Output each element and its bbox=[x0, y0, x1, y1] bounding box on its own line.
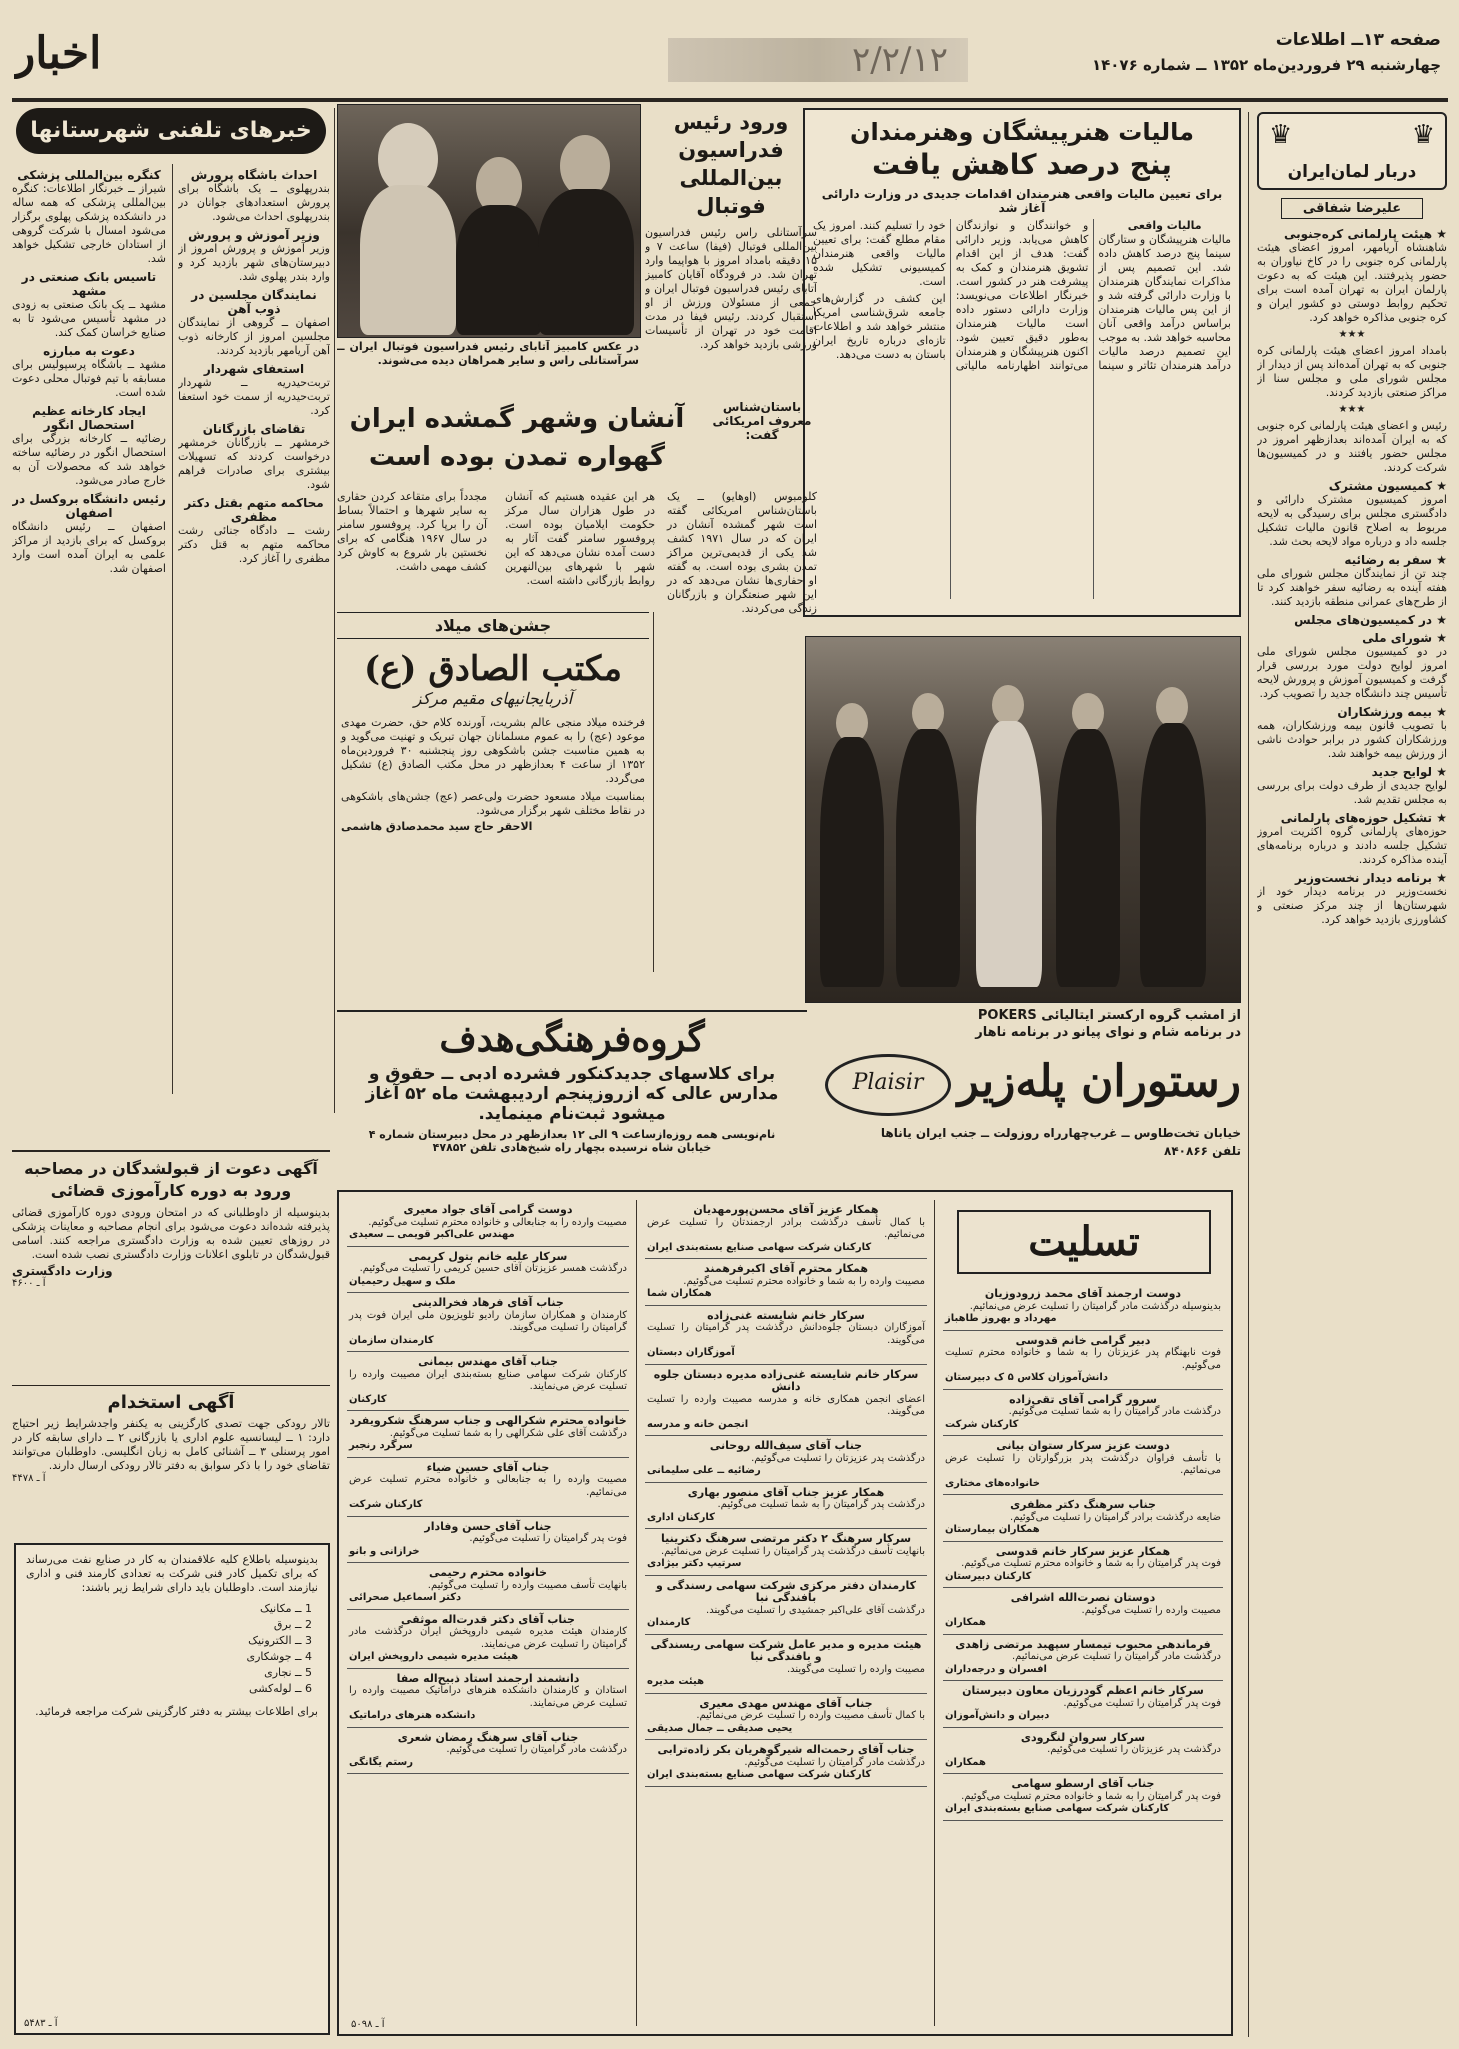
condolence-from: کارکنان دبیرستان bbox=[945, 1570, 1032, 1582]
condolence-to: دوست ارجمند آقای محمد زرودوزیان bbox=[984, 1287, 1182, 1300]
condolence-to: هیئت مدیره و مدیر عامل شرکت سهامی ریسندگی و بافندگی نبا bbox=[650, 1637, 922, 1663]
condolence-from: رستم یگانگی bbox=[349, 1756, 414, 1768]
province-item-body: اصفهان ــ رئیس دانشگاه بروکسل که برای بازدید از مراکز علمی به ایران آمده است وارد اصفهان شد. bbox=[12, 520, 166, 575]
province-item-title: وزیر آموزش و پرورش bbox=[188, 228, 320, 242]
condolence-notice bbox=[347, 1411, 629, 1458]
archaeology-byline: باستان‌شناس معروف امریکائی گفت: bbox=[712, 400, 812, 442]
celebration-body: فرخنده میلاد منجی عالم بشریت، آورنده کلام حق، حضرت مهدی موعود (عج) را به عموم مسلمانان جهان تبریک و تهنیت می‌گوید و به همین مناسبت جشن باشکوهی روز پنجشنبه ۳۰ فروردین‌ماه ۱۳۵۲ از ساعت ۴ بعدازظهر در محل مکتب الصادق (ع) تشکیل می‌گردد. bbox=[341, 716, 645, 785]
person-figure bbox=[538, 189, 634, 335]
condolence-body: آموزگاران دبستان جلوه‌دانش درگذشت پدر گرامیتان را تسلیت می‌گویند. bbox=[647, 1322, 925, 1346]
condolence-from: کارمندان bbox=[647, 1617, 691, 1628]
judicial-title: آگهی دعوت از قبولشدگان در مصاحبه ورود به دوره کارآموزی قضائی bbox=[24, 1159, 318, 1200]
stamp-text: ۲/۲/۱۲ bbox=[852, 40, 948, 80]
condolence-notice bbox=[645, 1483, 927, 1530]
condolence-to: دبیر گرامی خانم قدوسی bbox=[1015, 1333, 1151, 1347]
condolence-body: درگذشت آقای علی‌اکبر جمشیدی را تسلیت می‌گویند. bbox=[706, 1604, 925, 1616]
condolence-notice bbox=[347, 1669, 629, 1728]
person-face bbox=[1156, 687, 1188, 727]
condolence-from: کارکنان شرکت سهامی صنایع بسته‌بندی ایران bbox=[647, 1769, 872, 1780]
condolence-from: همکاران شما bbox=[647, 1288, 712, 1299]
condolence-from: دبیران و دانش‌آموزان bbox=[945, 1710, 1050, 1721]
section-rule bbox=[12, 1150, 330, 1152]
celebration-ad bbox=[337, 612, 649, 972]
province-item-title: تاسیس بانک صنعتی در مشهد bbox=[21, 270, 157, 298]
hadaf-line-1: برای کلاسهای جدیدکنکور فشرده ادبی ــ حقوق و bbox=[368, 1064, 776, 1084]
condolence-from: کارکنان شرکت سهامی صنایع بسته‌بندی ایران bbox=[945, 1803, 1170, 1814]
employment-title: آگهی استخدام bbox=[107, 1392, 235, 1413]
condolence-to: خانواده محترم رحیمی bbox=[428, 1566, 548, 1579]
football-body: سرآستانلی راس رئیس فدراسیون بین‌المللی فوتبال (فیفا) ساعت ۷ و ۱۵ دقیقه بامداد امروز با هواپیما وارد تهران شد. در فرودگاه آقایان کامبیز آتابای رئیس فدراسیون فوتبال ایران و جمعی از مسئولان ورزش از او استقبال کردند. رئیس فیفا در مدت اقامت خود در تهران از تأسیسات ورزشی بازدید خواهد کرد. bbox=[645, 226, 817, 351]
restaurant-ad bbox=[807, 1008, 1241, 1178]
employment-body: تالار رودکی جهت تصدی کارگزینی به یکنفر واجدشرایط زیر احتیاج دارد: ۱ ــ لیسانسیه علوم اداری یا بازرگانی ۲ ــ دارای سابقه کار در امور پرسنلی ۳ ــ آشنائی کامل به زبان انگلیسی. داوطلبان می‌توانند تقاضای خود را با ذکر سوابق به دفتر تالار رودکی ارسال دارند. bbox=[12, 1417, 330, 1472]
condolence-to: جناب آقای سیف‌الله روحانی bbox=[709, 1439, 863, 1452]
condolence-body: درگذشت مادر گرامیتان را تسلیت می‌گوئیم. bbox=[744, 1756, 925, 1768]
item-body: شاهنشاه آریامهر، امروز اعضای هیئت پارلمانی کره جنوبی را در کاخ نیاوران به حضور پذیرفتند. این هیئت که به دعوت پارلمان ایران به تهران آمده است برای تحکیم روابط دوستی دو کشور ایران و کره جنوبی مذاکره خواهد کرد. bbox=[1257, 241, 1447, 324]
celebration-title: جشن‌های میلاد bbox=[337, 612, 649, 639]
condolence-body: کارمندان هیئت مدیره شیمی داروپخش ایران درگذشت مادر گرامیتان را تسلیت عرض می‌نمایند. bbox=[349, 1626, 627, 1650]
condolence-block bbox=[337, 1190, 1233, 2036]
person-figure bbox=[820, 737, 884, 987]
recruitment-list-item: 1 ــ مکانیک bbox=[260, 1602, 312, 1615]
provinces-col-a bbox=[12, 164, 166, 1104]
tax-headline: پنج درصد کاهش یافت bbox=[872, 148, 1172, 181]
football-photo bbox=[337, 104, 641, 338]
col-rule bbox=[334, 108, 335, 1113]
condolence-from: آموزگاران دبستان bbox=[647, 1347, 735, 1358]
province-item-title: کنگره بین‌المللی پزشکی bbox=[17, 168, 161, 182]
celebration-ad-title: مکتب الصادق (ع) bbox=[364, 649, 622, 689]
crown-icon: ♛ bbox=[1411, 120, 1435, 150]
stamp bbox=[668, 38, 968, 82]
condolence-body: ضایعه درگذشت برادر گرامیتان را تسلیت می‌گوئیم. bbox=[1010, 1511, 1221, 1523]
condolence-to: سرکار خانم اعظم گودرزیان معاون دبیرستان bbox=[962, 1684, 1204, 1697]
condolence-col-right bbox=[943, 1284, 1223, 2024]
condolence-notice bbox=[943, 1635, 1223, 1682]
condolence-body: بدینوسیله درگذشت مادر گرامیتان را تسلیت عرض می‌نمائیم. bbox=[969, 1300, 1221, 1312]
recruitment-list-item: 5 ــ نجاری bbox=[264, 1666, 312, 1679]
masthead bbox=[0, 0, 1459, 100]
condolence-from: دانش‌آموزان کلاس ۵ ک دبیرستان bbox=[945, 1372, 1108, 1383]
condolence-to: دانشمند ارجمند استاد ذبیح‌اله صفا bbox=[396, 1671, 580, 1685]
condolence-from: هیئت مدیره شیمی داروپخش ایران bbox=[349, 1651, 519, 1662]
condolence-body: مصیبت وارده را به جنابعالی و خانواده محترم تسلیت عرض می‌نمائیم. bbox=[349, 1474, 627, 1498]
condolence-to: جناب آقای دکتر قدرت‌اله موثقی bbox=[401, 1612, 575, 1626]
recruitment-list-item: 6 ــ لوله‌کشی bbox=[249, 1682, 312, 1695]
condolence-from: همکاران bbox=[945, 1756, 986, 1768]
condolence-notice bbox=[347, 1728, 629, 1775]
condolence-notice bbox=[645, 1694, 927, 1741]
condolence-to: همکار عزیز سرکار خانم قدوسی bbox=[995, 1544, 1171, 1558]
condolence-body: استادان و کارمندان دانشکده هنرهای دراماتیک مصیبت وارده را تسلیت عرض می‌نمایند. bbox=[349, 1685, 627, 1709]
masthead-rule bbox=[12, 98, 1448, 102]
condolence-from: کارکنان bbox=[349, 1393, 387, 1405]
item-title: ★ برنامه دیدار نخست‌وزیر bbox=[1294, 871, 1447, 885]
province-item-body: تربت‌حیدریه ــ شهردار تربت‌حیدریه از سمت خود استعفا کرد. bbox=[178, 376, 330, 417]
condolence-from: سرگرد رنجبر bbox=[349, 1440, 413, 1451]
parliament-column bbox=[1257, 112, 1447, 2037]
condolence-notice bbox=[943, 1331, 1223, 1390]
person-figure bbox=[1140, 723, 1206, 987]
section-title: اخبار bbox=[14, 28, 102, 79]
condolence-to: فرماندهی محبوب تیمسار سپهبد مرتضی زاهدی bbox=[955, 1637, 1211, 1651]
condolence-notice bbox=[347, 1610, 629, 1669]
province-item-body: مشهد ــ یک بانک صنعتی به زودی در مشهد تأسیس می‌شود تا به صنایع خراسان کمک کند. bbox=[12, 298, 166, 339]
province-item-body: شیراز ــ خبرنگار اطلاعات: کنگره بین‌المللی پزشکی که همه ساله در دانشکده پزشکی پهلوی برگزار می‌شود امسال با شرکت گروهی از استادان خارجی تشکیل خواهد شد. bbox=[12, 182, 166, 265]
pokers-caption-1: از امشب گروه ارکستر ایتالیائی POKERS bbox=[977, 1008, 1241, 1023]
hadaf-note-2: خیابان شاه نرسیده بچهار راه شیخ‌هادی تلفن ۴۷۸۵۲ bbox=[432, 1141, 712, 1154]
recruitment-list-item: 3 ــ الکترونیک bbox=[248, 1634, 312, 1647]
condolence-to: جناب آقای حسن وفادار bbox=[424, 1519, 552, 1533]
ad-code: آ ـ ۴۶۰۰ bbox=[12, 1278, 46, 1289]
restaurant-phone: تلفن ۸۴۰۸۶۶ bbox=[1164, 1144, 1241, 1158]
person-figure bbox=[456, 205, 542, 335]
ad-code: آ ـ ۵۰۹۸ bbox=[351, 2019, 385, 2030]
item-body: حوزه‌های پارلمانی گروه اکثریت امروز تشکیل جلسه دادند و درباره برنامه‌های آینده مذاکره کردند. bbox=[1257, 825, 1447, 866]
hadaf-title: گروه‌فرهنگی‌هدف bbox=[439, 1018, 705, 1060]
condolence-to: خانواده محترم شکرالهی و جناب سرهنگ شکرویفرد bbox=[349, 1414, 627, 1427]
tax-kicker: مالیات هنرپیشگان وهنرمندان bbox=[849, 118, 1195, 146]
col-rule bbox=[1248, 112, 1249, 2037]
province-item-body: مشهد ــ باشگاه پرسپولیس برای مسابقه با تیم فوتبال محلی دعوت شده است. bbox=[12, 358, 166, 399]
recruitment-notice bbox=[14, 1543, 330, 2035]
condolence-from: مهرداد و بهروز طاهباز bbox=[945, 1313, 1057, 1324]
pokers-photo bbox=[805, 636, 1241, 1003]
football-headline: ورود رئیس فدراسیون بین‌المللی فوتبال bbox=[673, 110, 789, 218]
condolence-to: سرکار سروان لنگرودی bbox=[1020, 1730, 1146, 1744]
condolence-from: دکتر اسماعیل صحرائی bbox=[349, 1592, 462, 1603]
condolence-to: جناب آقای حسین ضیاء bbox=[426, 1460, 550, 1474]
tax-lead: برای تعیین مالیات واقعی هنرمندان اقدامات جدیدی در وزارت دارائی آغاز شد bbox=[821, 187, 1223, 215]
condolence-to: جناب آقای ارسطو سهامی bbox=[1011, 1777, 1155, 1790]
condolence-notice bbox=[347, 1352, 629, 1411]
condolence-notice bbox=[347, 1458, 629, 1517]
condolence-to: همکار عزیز آقای محسن‌پورمهدیان bbox=[693, 1203, 879, 1216]
archaeology-col-1: کلومبوس (اوهایو) ــ یک باستان‌شناس امریکائی گفته است شهر گمشده آنشان در ایران که در سال ۱۹۷۱ کشف شد یکی از قدیمی‌ترین مراکز تمدن بشری بوده است. به گفته او حفاری‌ها نشان می‌دهد که در این شهر صنعتگران و بازرگانان زندگی می‌کردند. bbox=[667, 490, 817, 615]
condolence-title: تسلیت bbox=[1028, 1218, 1140, 1265]
judicial-body: بدینوسیله از داوطلبانی که در امتحان ورودی دوره کارآموزی قضائی پذیرفته شده‌اند دعوت می‌شود برای انجام مصاحبه و معاینات پزشکی در روزهای تعیین شده به وزارت دادگستری مراجعه کنند. اسامی قبول‌شدگان در تابلوی اعلانات وزارت دادگستری نصب شده است. bbox=[12, 1206, 330, 1261]
condolence-body: درگذشت پدر عزیزتان را تسلیت می‌گوئیم. bbox=[1047, 1744, 1221, 1755]
condolence-from: همکاران بیمارستان bbox=[945, 1524, 1040, 1535]
condolence-from: خرازانی و بانو bbox=[349, 1545, 420, 1557]
item-body: لوایح جدیدی از طرف دولت برای بررسی به مجلس تقدیم شد. bbox=[1257, 779, 1447, 806]
item-title: ★ شورای ملی bbox=[1362, 631, 1447, 645]
condolence-to: جناب آقای مهندس مهدی معیری bbox=[699, 1696, 873, 1710]
col-rule bbox=[934, 1200, 935, 2026]
person-figure bbox=[360, 185, 456, 335]
condolence-body: فوت نابهنگام پدر عزیزتان را به شما و خانواده محترم تسلیت می‌گوئیم. bbox=[945, 1347, 1221, 1371]
condolence-to: دوست عزیز سرکار ستوان بیانی bbox=[996, 1439, 1170, 1452]
condolence-to: سرکار سرهنگ ۲ دکتر مرتضی سرهنگ دکترینیا bbox=[660, 1532, 912, 1545]
hadaf-line-2: مدارس عالی که ازروزپنجم اردیبهشت ماه ۵۲ آغاز bbox=[365, 1084, 779, 1104]
condolence-from: یحیی صدیقی ــ جمال صدیقی bbox=[647, 1722, 793, 1734]
employment-notice bbox=[12, 1392, 330, 1537]
condolence-notice bbox=[943, 1495, 1223, 1542]
condolence-body: فوت پدر گرامیتان را تسلیت می‌گوئیم. bbox=[1063, 1697, 1221, 1709]
provinces-header-text: خبرهای تلفنی شهرستانها bbox=[30, 118, 312, 143]
province-item-title: ایجاد کارخانه عظیم استحصال انگور bbox=[32, 404, 146, 432]
provinces-section bbox=[12, 108, 330, 1113]
crown-icon: ♛ bbox=[1269, 120, 1293, 150]
hadaf-line-3: میشود ثبت‌نام مینماید. bbox=[478, 1104, 666, 1124]
judicial-notice bbox=[12, 1158, 330, 1383]
condolence-notice bbox=[645, 1635, 927, 1694]
item-title: ★ کمیسیون مشترک bbox=[1328, 479, 1447, 493]
province-item-title: دعوت به مبارزه bbox=[43, 344, 135, 358]
province-item-title: احداث باشگاه پرورش bbox=[190, 168, 318, 182]
tax-body-text-2: این کشف در گزارش‌های جامعه شرق‌شناسی امریکا منتشر خواهد شد و اطلاعات تازه‌ای درباره تاریخ ایران باستان به دست می‌دهد. bbox=[813, 292, 946, 361]
condolence-from: هیئت مدیره bbox=[647, 1676, 705, 1687]
condolence-from: خانواده‌های مختاری bbox=[945, 1477, 1040, 1489]
condolence-body: فوت پدر گرامیتان را تسلیت می‌گوئیم. bbox=[469, 1533, 627, 1544]
restaurant-name: رستوران پله‌زیر bbox=[957, 1056, 1241, 1107]
condolence-notice bbox=[645, 1436, 927, 1483]
condolence-notice bbox=[943, 1436, 1223, 1495]
condolence-body: مصیبت وارده را به شما و خانواده محترم تسلیت می‌گوئیم. bbox=[683, 1275, 925, 1287]
person-figure bbox=[896, 729, 960, 987]
condolence-from: کارکنان شرکت bbox=[945, 1418, 1019, 1430]
recruitment-list bbox=[16, 1599, 328, 1699]
recruitment-footer: برای اطلاعات بیشتر به دفتر کارگزینی شرکت مراجعه فرمائید. bbox=[35, 1705, 318, 1718]
condolence-notice bbox=[943, 1588, 1223, 1635]
condolence-body: اعضای انجمن همکاری خانه و مدرسه مصیبت وارده را تسلیت می‌گویند. bbox=[647, 1393, 925, 1417]
province-item-body: رشت ــ دادگاه جنائی رشت محاکمه متهم به قتل دکتر مظفری را آغاز کرد. bbox=[178, 524, 330, 565]
condolence-to: همکار عزیز جناب آقای منصور بهاری bbox=[687, 1485, 885, 1499]
hadaf-ad bbox=[337, 1010, 807, 1180]
tax-body-text: مالیات هنرپیشگان و ستارگان سینما پنج درصد کاهش داده شد. این تصمیم پس از مذاکرات نمایندگان هنرمندان با وزارت دارائی گرفته شد و از این پس مالیات هنرمندان براساس درآمد واقعی آنان محاسبه خواهد شد. به موجب این تصمیم درصد مالیات درآمد هنرمندان تئاتر و سینما و خوانندگان و نوازندگان کاهش می‌یابد. وزیر دارائی گفت: هدف از این اقدام تشویق هنرمندان و کمک به پیشرفت هنر در کشور است. خبرنگار اطلاعات می‌نویسد: وزارت دارائی دستور داده است مالیات هنرمندان به‌طور دقیق تعیین شود. اکنون هنرپیشگان و هنرمندان می‌توانند اظهارنامه مالیاتی خود را تسلیم کنند. امروز یک مقام مطلع گفت: برای تعیین مالیات واقعی هنرمندان کمیسیونی تشکیل شده است. bbox=[813, 219, 1231, 372]
condolence-notice bbox=[347, 1517, 629, 1564]
condolence-from: کارکنان شرکت bbox=[349, 1499, 423, 1510]
provinces-col-b bbox=[178, 164, 330, 1104]
province-item-body: خرمشهر ــ بازرگانان خرمشهر درخواست کردند که تسهیلات بیشتری برای صادرات فراهم شود. bbox=[178, 436, 330, 491]
pokers-caption-2: در برنامه شام و نوای پیانو در برنامه ناهار bbox=[975, 1025, 1241, 1040]
condolence-body: با کمال تأسف مصیبت وارده را تسلیت عرض می‌نمائیم. bbox=[696, 1710, 925, 1721]
condolence-col-left bbox=[347, 1200, 629, 2024]
item-title: ★ در کمیسیون‌های مجلس bbox=[1294, 613, 1447, 627]
parliament-logo bbox=[1257, 112, 1447, 190]
province-item-body: اصفهان ــ گروهی از نمایندگان مجلسین امروز از کارخانه ذوب آهن آریامهر بازدید کردند. bbox=[178, 316, 330, 357]
football-article bbox=[645, 108, 817, 408]
person-face bbox=[992, 685, 1024, 725]
archaeology-headline: آنشان وشهر گمشده ایران گهواره تمدن بوده است bbox=[349, 404, 685, 472]
condolence-notice bbox=[645, 1365, 927, 1437]
condolence-body: کارمندان و همکاران سازمان رادیو تلویزیون ملی ایران فوت پدر گرامیتان را تسلیت می‌گویند. bbox=[349, 1309, 627, 1333]
condolence-to: سرکار خانم شایسته غنی‌زاده bbox=[707, 1308, 865, 1322]
item-body: بامداد امروز اعضای هیئت پارلمانی کره جنوبی که به تهران آمده‌اند پس از دیدار از مجلس شورای ملی و مجلس سنا از مراکز صنعتی بازدید کردند. bbox=[1257, 344, 1447, 399]
person-face bbox=[912, 693, 944, 733]
condolence-to: جناب آقای مهندس بیمانی bbox=[418, 1355, 558, 1368]
tax-article bbox=[803, 108, 1241, 617]
restaurant-address: خیابان تخت‌طاوس ــ غرب‌چهارراه روزولت ــ جنب ایران یاناها bbox=[880, 1126, 1241, 1140]
condolence-notice bbox=[943, 1284, 1223, 1331]
stars-divider: ★★★ bbox=[1338, 404, 1366, 415]
condolence-body: مصیبت وارده را به جنابعالی و خانواده محترم تسلیت می‌گوئیم. bbox=[368, 1216, 627, 1228]
condolence-body: درگذشت مادر گرامیتان را تسلیت عرض می‌نمائیم. bbox=[1011, 1651, 1221, 1662]
condolence-body: درگذشت پدر گرامیتان را به شما تسلیت می‌گوئیم. bbox=[717, 1499, 925, 1510]
condolence-to: جناب سرهنگ دکتر مظفری bbox=[1010, 1498, 1156, 1511]
condolence-notice bbox=[943, 1390, 1223, 1437]
person-face bbox=[1072, 693, 1104, 733]
province-item-body: رضائیه ــ کارخانه بزرگی برای استحصال انگور در رضائیه ساخته خواهد شد که محصولات آن به خارج صادر می‌شود. bbox=[12, 432, 166, 487]
condolence-body: با تأسف فراوان درگذشت پدر بزرگوارتان را تسلیت عرض می‌نمائیم. bbox=[945, 1452, 1221, 1476]
item-title: ★ بیمه ورزشکاران bbox=[1337, 705, 1447, 719]
condolence-from: کارمندان سازمان bbox=[349, 1334, 434, 1346]
condolence-notice bbox=[347, 1563, 629, 1610]
condolence-body: درگذشت همسر عزیزتان آقای حسین کریمی را تسلیت می‌گوئیم. bbox=[359, 1263, 627, 1274]
item-title: ★ تشکیل حوزه‌های پارلمانی bbox=[1280, 811, 1447, 825]
condolence-body: درگذشت آقای علی شکرالهی را به شما تسلیت می‌گوئیم. bbox=[389, 1427, 627, 1439]
item-body: نخست‌وزیر در برنامه دیدار خود از شهرستان‌ها از چند مرکز صنعتی و کشاورزی بازدید خواهد کرد. bbox=[1257, 885, 1447, 926]
plaisir-logo-text: Plaisir bbox=[852, 1070, 924, 1095]
plaisir-logo bbox=[825, 1054, 951, 1116]
condolence-notice bbox=[347, 1293, 629, 1352]
recruitment-list-item: 4 ــ جوشکاری bbox=[246, 1650, 312, 1663]
condolence-body: با کمال تأسف درگذشت برادر ارجمندتان را تسلیت عرض می‌نمائیم. bbox=[647, 1216, 925, 1240]
condolence-to: کارمندان دفتر مرکزی شرکت سهامی رسندگی و بافندگی نبا bbox=[655, 1578, 916, 1604]
condolence-body: درگذشت مادر گرامیتان را تسلیت می‌گوئیم. bbox=[446, 1744, 627, 1755]
condolence-from: انجمن خانه و مدرسه bbox=[647, 1418, 749, 1430]
condolence-notice bbox=[943, 1542, 1223, 1589]
football-caption: در عکس کامبیز آتابای رئیس فدراسیون فوتبال ایران ــ سرآستانلی راس و سایر همراهان دیده می‌شوند. bbox=[337, 340, 639, 367]
ad-code: آ ـ ۴۴۷۸ bbox=[12, 1473, 46, 1484]
condolence-to: دوست گرامی آقای جواد معیری bbox=[403, 1203, 573, 1216]
recruitment-body: بدینوسیله باطلاع کلیه علاقمندان به کار در صنایع نفت می‌رساند که برای تکمیل کادر فنی شرکت به تعدادی کارمند فنی و اداری نیازمند است. داوطلبان باید دارای شرایط زیر باشند: bbox=[26, 1553, 318, 1594]
item-body: در دو کمیسیون مجلس شورای ملی امروز لوایح دولت مورد بررسی قرار گرفت و کمیسیون آموزش و پرورش لایحه تأسیس چند دانشگاه جدید را تصویب کرد. bbox=[1257, 645, 1447, 700]
hadaf-note: نام‌نویسی همه روزه‌ازساعت ۹ الی ۱۲ بعدازظهر در محل دبیرستان شماره ۴ bbox=[368, 1128, 776, 1141]
celebration-sign: الاحقر حاج سید محمدصادق هاشمی bbox=[341, 820, 533, 833]
condolence-body: کارکنان شرکت سهامی صنایع بسته‌بندی ایران مصیبت وارده را تسلیت عرض می‌نمایند. bbox=[349, 1368, 627, 1392]
condolence-from: افسران و درجه‌داران bbox=[945, 1663, 1047, 1675]
judicial-sign: وزارت دادگستری bbox=[12, 1264, 113, 1278]
col-rule bbox=[653, 612, 654, 972]
stars-divider: ★★★ bbox=[1338, 329, 1366, 340]
condolence-notice bbox=[645, 1576, 927, 1635]
col-rule bbox=[172, 164, 173, 1094]
condolence-notice bbox=[347, 1247, 629, 1294]
condolence-body: مصیبت وارده را تسلیت می‌گوئیم. bbox=[1081, 1604, 1221, 1616]
province-item-title: نمایندگان مجلسین در ذوب آهن bbox=[191, 288, 317, 316]
ad-code: آ ـ ۵۴۸۳ bbox=[24, 2018, 58, 2029]
condolence-notice bbox=[943, 1681, 1223, 1728]
celebration-ad-sub: آذربایجانیهای مقیم مرکز bbox=[413, 689, 573, 708]
archaeology-col-3: مجدداً برای متقاعد کردن حقاری به سایر شهرها و احتمالاً بساط آن را برپا کرد. پروفسور سامنر در سال ۱۹۶۷ هنگامی که برای نخستین بار شروع به کاوش کرد کشف مهمی داشت. bbox=[337, 490, 488, 573]
condolence-notice bbox=[347, 1200, 629, 1247]
col-rule bbox=[636, 1200, 637, 2026]
tax-sub: مالیات واقعی bbox=[1127, 219, 1202, 232]
condolence-to: سرکار علیه خانم بتول کریمی bbox=[408, 1249, 568, 1263]
condolence-notice bbox=[645, 1306, 927, 1365]
condolence-from: دانشکده هنرهای دراماتیک bbox=[349, 1710, 476, 1721]
condolence-from: رضائیه ــ علی سلیمانی bbox=[647, 1465, 761, 1476]
condolence-to: سرور گرامی آقای تقی‌زاده bbox=[1009, 1392, 1157, 1406]
condolence-to: جناب آقای رحمت‌اله شیرگوهریان بکر زاده‌ترابی bbox=[657, 1743, 915, 1756]
condolence-from: همکاران bbox=[945, 1617, 986, 1628]
condolence-notice bbox=[645, 1529, 927, 1576]
tax-body bbox=[805, 219, 1239, 599]
byline: علیرضا شفاقی bbox=[1281, 198, 1423, 219]
archaeology-col-2: هر این عقیده هستیم که آنشان در طول هزاران سال مرکز حکومت ایلامیان بوده است. پروفسور سامنر گفت آثار به دست آمده نشان می‌دهد که این شهر با شهرهای بین‌النهرین روابط بازرگانی داشته است. bbox=[505, 490, 655, 587]
item-title: ★ هیئت پارلمانی کره‌جنوبی bbox=[1284, 227, 1447, 241]
condolence-body: بانهایت تأسف درگذشت پدر گرامیتان را تسلیت عرض می‌نمائیم. bbox=[660, 1545, 925, 1557]
condolence-to: همکار محترم آقای اکبرفرهمند bbox=[703, 1262, 869, 1275]
province-item-body: بندرپهلوی ــ یک باشگاه برای پرورش استعدادهای جوانان در بندرپهلوی احداث می‌شود. bbox=[178, 182, 330, 223]
province-item-title: رئیس دانشگاه بروکسل در اصفهان bbox=[12, 492, 166, 520]
province-item-title: محاکمه متهم بقتل دکتر مظفری bbox=[184, 496, 324, 524]
province-item-body: وزیر آموزش و پرورش امروز از دبیرستان‌های شهر بازدید کرد و وارد بندر پهلوی شد. bbox=[178, 242, 330, 283]
condolence-body: فوت پدر گرامیتان را به شما و خانواده محترم تسلیت می‌گوئیم. bbox=[961, 1790, 1221, 1802]
item-body: رئیس و اعضای هیئت پارلمانی کره جنوبی که به ایران آمده‌اند بعدازظهر امروز در مجلس حضور یافتند و در کمیسیون‌ها شرکت کردند. bbox=[1257, 419, 1447, 474]
condolence-to: جناب آقای فرهاد فخرالدینی bbox=[412, 1296, 564, 1309]
recruitment-list-item: 2 ــ برق bbox=[273, 1618, 312, 1631]
condolence-col-mid bbox=[645, 1200, 927, 2024]
province-item-title: استعفای شهردار bbox=[203, 362, 305, 376]
person-face bbox=[560, 135, 610, 197]
parliament-logo-text: دربار لمان‌ایران bbox=[1287, 162, 1417, 182]
provinces-header bbox=[16, 108, 326, 154]
condolence-body: درگذشت مادر گرامیتان را به شما تسلیت می‌گوئیم. bbox=[1008, 1406, 1221, 1417]
condolence-notice bbox=[645, 1740, 927, 1787]
item-body: چند تن از نمایندگان مجلس شورای ملی هفته آینده به رضائیه سفر خواهند کرد تا از طرح‌های عمرانی منطقه بازدید کنند. bbox=[1257, 567, 1447, 608]
condolence-title-box bbox=[957, 1210, 1211, 1274]
condolence-body: فوت پدر گرامیتان را به شما و خانواده محترم تسلیت می‌گوئیم. bbox=[961, 1558, 1221, 1569]
condolence-from: ملک و سهیل رحیمیان bbox=[349, 1275, 456, 1287]
section-rule bbox=[12, 1385, 330, 1386]
item-body: امروز کمیسیون مشترک دارائی و دادگستری مجلس برای رسیدگی به لایحه مربوط به اصلاح قانون مالیات تشکیل جلسه داد و درباره مواد لایحه بحث شد. bbox=[1257, 493, 1447, 548]
condolence-to: دوستان نصرت‌الله اشرافی bbox=[1010, 1591, 1156, 1604]
condolence-to: سرکار خانم شایسته غنی‌زاده مدیره دبستان جلوه دانش bbox=[653, 1367, 919, 1393]
condolence-from: کارکنان اداری bbox=[647, 1511, 715, 1523]
page-label: صفحه ۱۳ــ اطلاعات bbox=[1275, 30, 1441, 50]
parliament-items bbox=[1257, 227, 1447, 927]
condolence-body: درگذشت پدر عزیزتان را تسلیت می‌گوئیم. bbox=[751, 1452, 925, 1464]
celebration-note: بمناسبت میلاد مسعود حضرت ولی‌عصر (عج) جشن‌های باشکوهی در نقاط مختلف شهر برگزار می‌شود. bbox=[341, 790, 645, 817]
condolence-notice bbox=[943, 1728, 1223, 1775]
item-body: با تصویب قانون بیمه ورزشکاران، همه ورزشکاران کشور در برابر حوادث ناشی از ورزش بیمه خواهند شد. bbox=[1257, 719, 1447, 760]
condolence-from: مهندس علی‌اکبر قویمی ــ سعیدی bbox=[349, 1229, 515, 1240]
person-figure bbox=[1056, 729, 1120, 987]
person-figure bbox=[976, 721, 1042, 987]
condolence-body: مصیبت وارده را تسلیت می‌گویند. bbox=[786, 1663, 925, 1675]
condolence-to: جناب آقای سرهنگ رمضان شعری bbox=[397, 1730, 579, 1744]
condolence-from: کارکنان شرکت سهامی صنایع بسته‌بندی ایران bbox=[647, 1241, 872, 1253]
province-item-title: تقاضای بازرگانان bbox=[202, 422, 306, 436]
condolence-notice bbox=[645, 1200, 927, 1259]
condolence-body: بانهایت تأسف مصیبت وارده را تسلیت می‌گوئیم. bbox=[427, 1579, 627, 1591]
item-title: ★ لوایح جدید bbox=[1371, 765, 1447, 779]
condolence-notice bbox=[943, 1774, 1223, 1821]
condolence-notice bbox=[645, 1259, 927, 1306]
item-title: ★ سفر به رضائیه bbox=[1344, 553, 1447, 567]
date-line: چهارشنبه ۲۹ فروردین‌ماه ۱۳۵۲ ــ شماره ۱۴۰۷۶ bbox=[1091, 56, 1441, 74]
condolence-from: سرتیپ دکتر بیژادی bbox=[647, 1558, 742, 1569]
